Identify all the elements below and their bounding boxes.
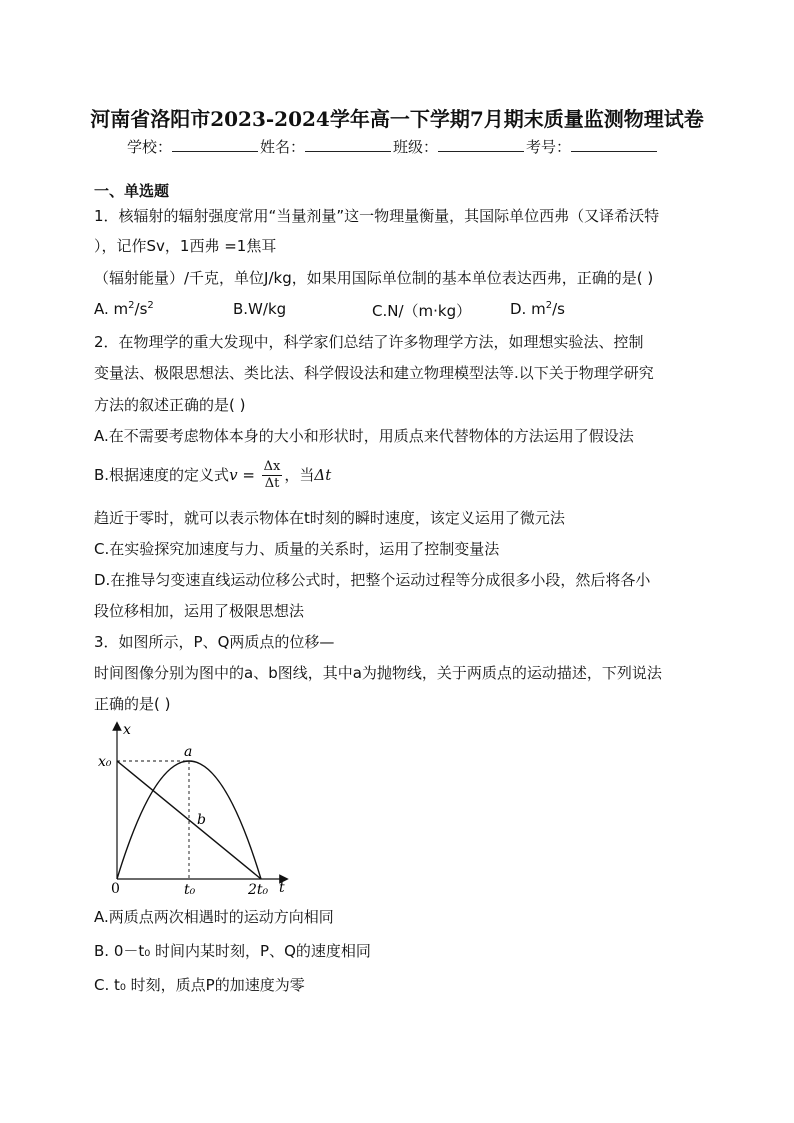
q1-line1: 1．核辐射的辐射强度常用“当量剂量”这一物理量衡量，其国际单位西弗（又译希沃特 [94, 207, 660, 225]
class-blank [438, 137, 524, 152]
school-blank [172, 137, 258, 152]
q1-option-d: D. $m^2/s$ [510, 300, 565, 318]
q2-option-b: B.根据速度的定义式v = $\frac{\Delta x}{\Delta t}$ ，当Δt [94, 459, 332, 491]
q2-option-c: C.在实验探究加速度与力、质量的关系时，运用了控制变量法 [94, 540, 500, 558]
t-axis-label: t [279, 880, 285, 896]
q2-line2: 变量法、极限思想法、类比法、科学假设法和建立物理模型法等.以下关于物理学研究 [94, 364, 654, 382]
curve-a-label: a [184, 744, 193, 760]
t0-label: t₀ [184, 882, 196, 898]
q2-line1: 2．在物理学的重大发现中，科学家们总结了许多物理学方法，如理想实验法、控制 [94, 333, 644, 351]
q2-option-a: A.在不需要考虑物体本身的大小和形状时，用质点来代替物体的方法运用了假设法 [94, 427, 634, 445]
name-blank [305, 137, 391, 152]
xt-graph [92, 718, 302, 900]
school-label: 学校： [127, 138, 173, 156]
x-axis-label: x [123, 722, 131, 738]
q1-option-a: A. $m^2/s^2$ [94, 300, 154, 318]
origin-label: 0 [111, 881, 120, 897]
section-heading: 一、单选题 [94, 182, 170, 200]
q1-line3: （辐射能量）/千克，单位J/kg，如果用国际单位制的基本单位表达西弗，正确的是( ) [94, 269, 654, 287]
exam-number-blank [571, 137, 657, 152]
q2-line3: 方法的叙述正确的是( ) [94, 396, 246, 414]
q3-option-a: A.两质点两次相遇时的运动方向相同 [94, 908, 334, 926]
q1-option-b: B.W/kg [233, 300, 287, 318]
q2-option-d-line1: D.在推导匀变速直线运动位移公式时，把整个运动过程等分成很多小段，然后将各小 [94, 571, 651, 589]
name-label: 姓名： [260, 138, 306, 156]
class-label: 班级： [393, 138, 439, 156]
q3-option-c: C. t₀ 时刻，质点P的加速度为零 [94, 976, 305, 994]
exam-title: 河南省洛阳市2023-2024学年高一下学期7月期末质量监测物理试卷 [90, 107, 704, 131]
q2-option-b-cont: 趋近于零时，就可以表示物体在t时刻的瞬时速度，该定义运用了微元法 [94, 509, 565, 527]
x0-label: x₀ [98, 754, 112, 770]
line-b-label: b [197, 812, 206, 828]
student-info-line [127, 136, 659, 157]
q3-option-b: B. 0－t₀ 时间内某时刻，P、Q的速度相同 [94, 942, 371, 960]
2t0-label: 2t₀ [248, 882, 269, 898]
q2-option-d-line2: 段位移相加，运用了极限思想法 [94, 602, 305, 620]
exam-number-label: 考号： [526, 138, 572, 156]
q1-line2: ），记作Sv，1西弗 =1焦耳 [94, 237, 277, 255]
q3-line2: 时间图像分别为图中的a、b图线，其中a为抛物线，关于两质点的运动描述，下列说法 [94, 664, 662, 682]
velocity-fraction: $\frac{\Delta x}{\Delta t}$ [263, 459, 281, 491]
q3-line1: 3．如图所示，P、Q两质点的位移— [94, 633, 335, 651]
q1-option-c: C.N/（m·kg） [372, 302, 472, 320]
q3-line3: 正确的是( ) [94, 695, 171, 713]
